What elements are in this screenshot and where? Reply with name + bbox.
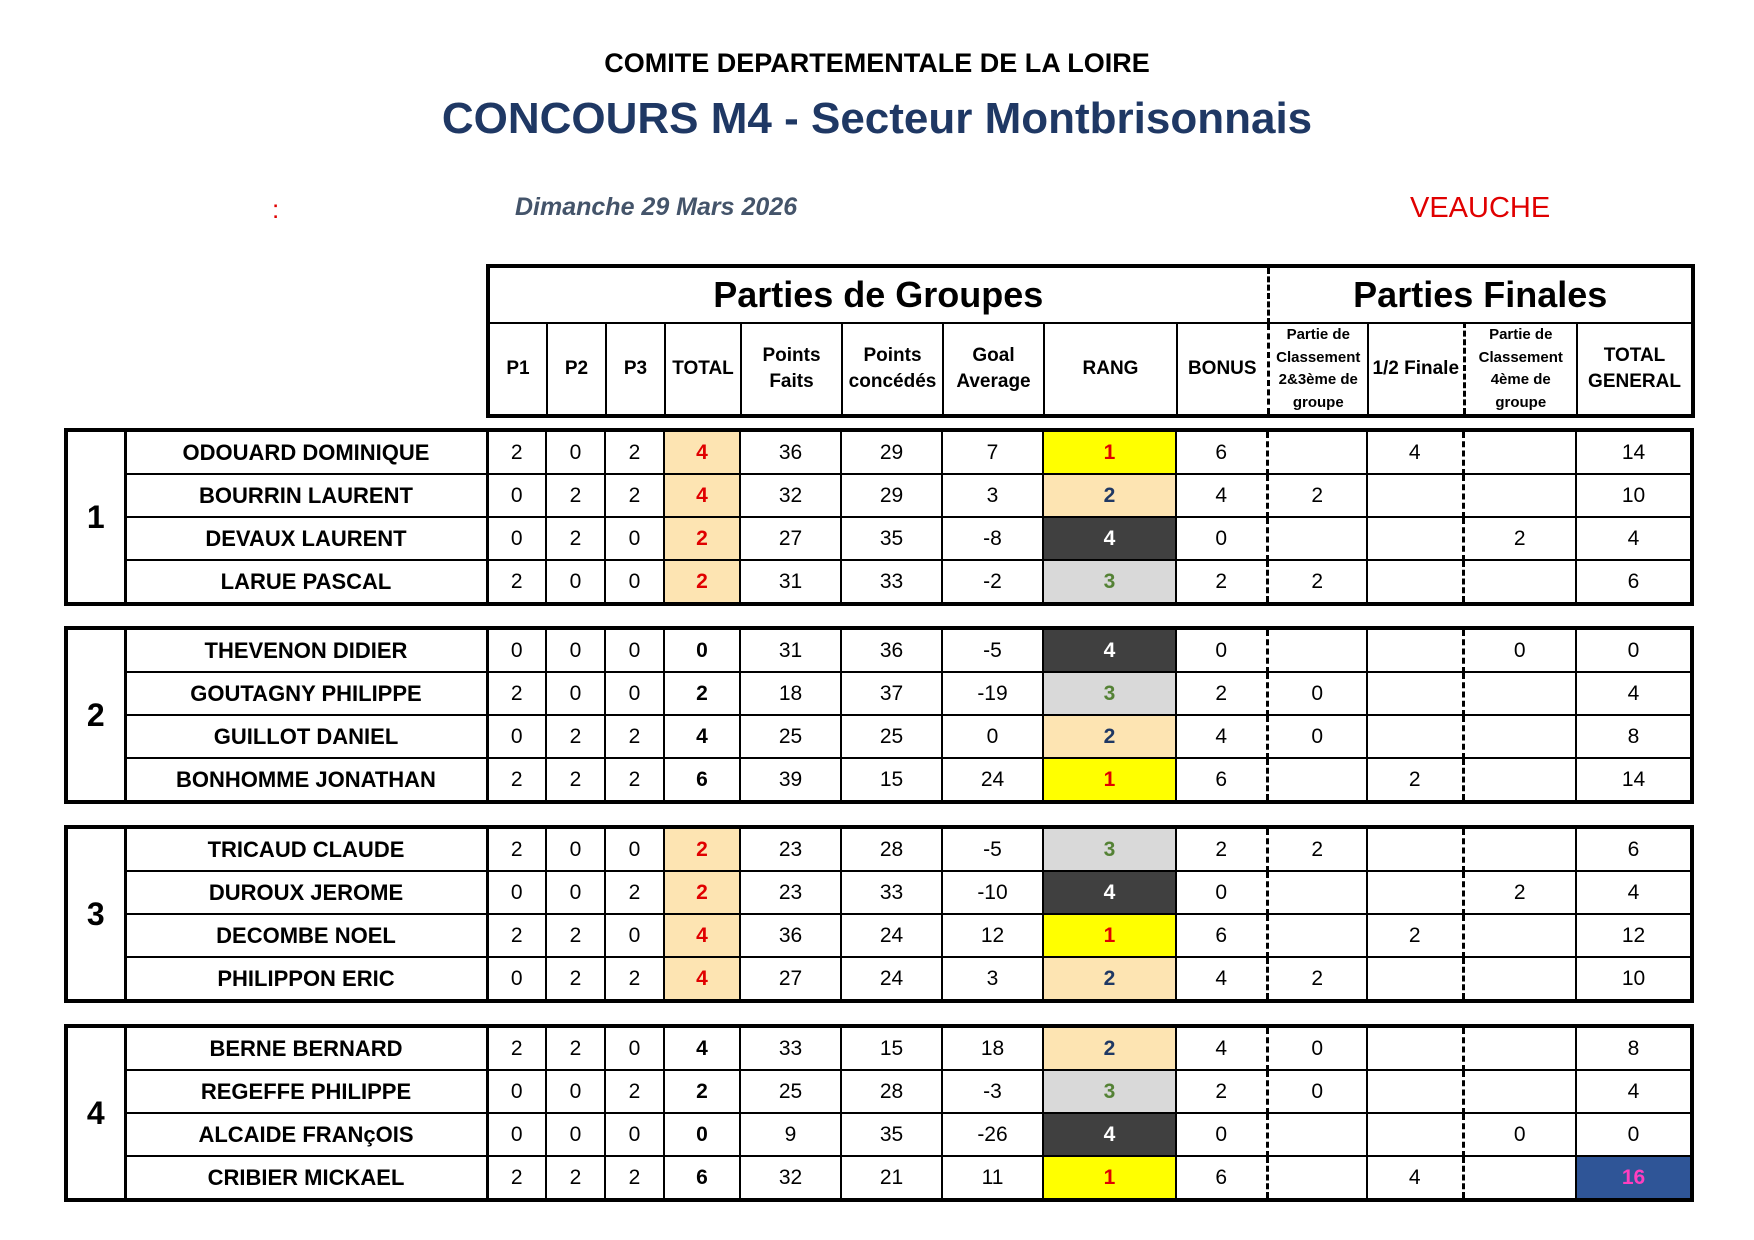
cell-bonus: 6 — [1176, 430, 1267, 474]
cell-rang: 4 — [1043, 871, 1176, 914]
cell-points-faits: 32 — [740, 474, 841, 517]
cell-p1: 0 — [487, 1113, 546, 1156]
cell-p3: 0 — [605, 1113, 664, 1156]
cell-classement-4 — [1463, 430, 1576, 474]
cell-goal-average: -3 — [942, 1070, 1043, 1113]
cell-p3: 2 — [605, 474, 664, 517]
cell-total-general: 0 — [1576, 628, 1692, 672]
cell-goal-average: 24 — [942, 758, 1043, 802]
cell-points-concedes: 24 — [841, 957, 942, 1001]
cell-bonus: 2 — [1176, 672, 1267, 715]
col-header-bonus: BONUS — [1177, 323, 1268, 416]
cell-p1: 0 — [487, 474, 546, 517]
cell-p3: 2 — [605, 758, 664, 802]
cell-rang: 3 — [1043, 1070, 1176, 1113]
cell-points-faits: 27 — [740, 517, 841, 560]
cell-classement-23 — [1267, 1156, 1367, 1200]
cell-points-concedes: 15 — [841, 758, 942, 802]
cell-p1: 2 — [487, 758, 546, 802]
cell-demi-finale — [1367, 560, 1463, 604]
cell-p3: 2 — [605, 871, 664, 914]
group-2-table — [64, 626, 1694, 804]
col-header-demi-finale: 1/2 Finale — [1368, 323, 1464, 416]
cell-demi-finale: 2 — [1367, 914, 1463, 957]
cell-points-concedes: 36 — [841, 628, 942, 672]
cell-total: 4 — [664, 715, 740, 758]
table-row — [66, 517, 1692, 560]
cell-bonus: 0 — [1176, 628, 1267, 672]
col-header-rang: RANG — [1044, 323, 1177, 416]
cell-p1: 2 — [487, 560, 546, 604]
group-number: 3 — [66, 827, 125, 1001]
table-row — [66, 1070, 1692, 1113]
cell-p3: 2 — [605, 1156, 664, 1200]
cell-p1: 2 — [487, 1026, 546, 1070]
cell-p2: 0 — [546, 430, 605, 474]
cell-bonus: 6 — [1176, 1156, 1267, 1200]
player-name: DECOMBE NOEL — [125, 914, 487, 957]
group-number: 4 — [66, 1026, 125, 1200]
cell-goal-average: -5 — [942, 827, 1043, 871]
cell-points-concedes: 29 — [841, 430, 942, 474]
table-row — [66, 672, 1692, 715]
cell-classement-23 — [1267, 517, 1367, 560]
col-header-total: TOTAL — [665, 323, 741, 416]
cell-points-faits: 9 — [740, 1113, 841, 1156]
cell-points-faits: 31 — [740, 560, 841, 604]
col-header-points-faits: Points Faits — [741, 323, 842, 416]
cell-bonus: 4 — [1176, 957, 1267, 1001]
cell-total: 2 — [664, 560, 740, 604]
section-final-games: Parties Finales — [1268, 266, 1693, 323]
group-4-table — [64, 1024, 1694, 1202]
cell-p2: 0 — [546, 628, 605, 672]
cell-demi-finale — [1367, 1026, 1463, 1070]
cell-classement-4: 2 — [1463, 517, 1576, 560]
cell-demi-finale — [1367, 672, 1463, 715]
location-colon: : — [272, 194, 280, 224]
cell-total-general: 4 — [1576, 871, 1692, 914]
cell-points-concedes: 28 — [841, 827, 942, 871]
cell-points-faits: 33 — [740, 1026, 841, 1070]
cell-classement-4 — [1463, 560, 1576, 604]
cell-rang: 3 — [1043, 672, 1176, 715]
cell-p1: 2 — [487, 914, 546, 957]
player-name: ODOUARD DOMINIQUE — [125, 430, 487, 474]
cell-classement-23: 2 — [1267, 474, 1367, 517]
cell-classement-23 — [1267, 871, 1367, 914]
cell-p3: 0 — [605, 517, 664, 560]
cell-points-faits: 25 — [740, 1070, 841, 1113]
table-row — [66, 560, 1692, 604]
cell-rang: 2 — [1043, 474, 1176, 517]
table-row — [66, 474, 1692, 517]
cell-total-general: 6 — [1576, 560, 1692, 604]
cell-points-concedes: 33 — [841, 871, 942, 914]
cell-rang: 2 — [1043, 957, 1176, 1001]
table-row — [66, 758, 1692, 802]
cell-total-general: 4 — [1576, 517, 1692, 560]
results-header — [486, 264, 1695, 418]
section-group-games: Parties de Groupes — [488, 266, 1268, 323]
cell-p3: 2 — [605, 715, 664, 758]
cell-bonus: 0 — [1176, 871, 1267, 914]
cell-total: 2 — [664, 672, 740, 715]
cell-classement-23 — [1267, 1113, 1367, 1156]
cell-classement-4 — [1463, 758, 1576, 802]
player-name: BOURRIN LAURENT — [125, 474, 487, 517]
cell-points-concedes: 37 — [841, 672, 942, 715]
cell-classement-23: 0 — [1267, 1070, 1367, 1113]
cell-points-faits: 18 — [740, 672, 841, 715]
col-header-goal-average: Goal Average — [943, 323, 1044, 416]
cell-goal-average: -8 — [942, 517, 1043, 560]
cell-classement-4: 2 — [1463, 871, 1576, 914]
cell-p1: 0 — [487, 628, 546, 672]
player-name: ALCAIDE FRANçOIS — [125, 1113, 487, 1156]
cell-demi-finale — [1367, 827, 1463, 871]
col-header-classement-2-3: Partie de Classement 2&3ème de groupe — [1268, 323, 1368, 416]
cell-classement-4 — [1463, 1070, 1576, 1113]
cell-bonus: 6 — [1176, 758, 1267, 802]
group-number: 1 — [66, 430, 125, 604]
cell-total-general: 6 — [1576, 827, 1692, 871]
cell-points-faits: 27 — [740, 957, 841, 1001]
cell-p2: 0 — [546, 827, 605, 871]
col-header-p2: P2 — [547, 323, 606, 416]
cell-p2: 2 — [546, 957, 605, 1001]
cell-classement-23: 0 — [1267, 1026, 1367, 1070]
cell-p1: 0 — [487, 715, 546, 758]
player-name: GOUTAGNY PHILIPPE — [125, 672, 487, 715]
cell-goal-average: 7 — [942, 430, 1043, 474]
cell-rang: 1 — [1043, 430, 1176, 474]
cell-classement-4 — [1463, 914, 1576, 957]
cell-total: 2 — [664, 1070, 740, 1113]
cell-total-general: 0 — [1576, 1113, 1692, 1156]
player-name: REGEFFE PHILIPPE — [125, 1070, 487, 1113]
cell-p3: 2 — [605, 430, 664, 474]
cell-p1: 2 — [487, 430, 546, 474]
table-row — [66, 914, 1692, 957]
cell-points-concedes: 24 — [841, 914, 942, 957]
cell-goal-average: 3 — [942, 957, 1043, 1001]
table-row — [66, 1113, 1692, 1156]
cell-rang: 4 — [1043, 628, 1176, 672]
cell-p2: 2 — [546, 758, 605, 802]
cell-points-concedes: 15 — [841, 1026, 942, 1070]
player-name: GUILLOT DANIEL — [125, 715, 487, 758]
cell-rang: 1 — [1043, 914, 1176, 957]
col-header-p1: P1 — [488, 323, 547, 416]
cell-p2: 2 — [546, 1026, 605, 1070]
cell-classement-23: 0 — [1267, 672, 1367, 715]
cell-classement-4 — [1463, 957, 1576, 1001]
player-name: BONHOMME JONATHAN — [125, 758, 487, 802]
col-header-classement-4: Partie de Classement 4ème de groupe — [1464, 323, 1577, 416]
cell-total-general: 12 — [1576, 914, 1692, 957]
cell-points-faits: 36 — [740, 430, 841, 474]
cell-p1: 0 — [487, 517, 546, 560]
table-row — [66, 957, 1692, 1001]
cell-classement-4 — [1463, 827, 1576, 871]
cell-bonus: 2 — [1176, 1070, 1267, 1113]
cell-rang: 1 — [1043, 758, 1176, 802]
player-name: DUROUX JEROME — [125, 871, 487, 914]
cell-classement-4 — [1463, 1026, 1576, 1070]
cell-bonus: 2 — [1176, 827, 1267, 871]
cell-total-general: 8 — [1576, 715, 1692, 758]
player-name: CRIBIER MICKAEL — [125, 1156, 487, 1200]
cell-p3: 0 — [605, 628, 664, 672]
cell-rang: 2 — [1043, 715, 1176, 758]
table-row — [66, 430, 1692, 474]
cell-goal-average: 18 — [942, 1026, 1043, 1070]
cell-total: 2 — [664, 871, 740, 914]
cell-demi-finale: 4 — [1367, 430, 1463, 474]
cell-p2: 2 — [546, 1156, 605, 1200]
cell-p1: 0 — [487, 1070, 546, 1113]
cell-classement-23: 2 — [1267, 957, 1367, 1001]
cell-bonus: 4 — [1176, 715, 1267, 758]
cell-total-general: 10 — [1576, 957, 1692, 1001]
cell-goal-average: 12 — [942, 914, 1043, 957]
cell-p3: 0 — [605, 914, 664, 957]
cell-classement-23 — [1267, 758, 1367, 802]
table-row — [66, 1156, 1692, 1200]
cell-total-general: 10 — [1576, 474, 1692, 517]
cell-classement-23 — [1267, 628, 1367, 672]
cell-rang: 3 — [1043, 560, 1176, 604]
cell-points-concedes: 35 — [841, 1113, 942, 1156]
col-header-p3: P3 — [606, 323, 665, 416]
cell-p3: 2 — [605, 1070, 664, 1113]
cell-goal-average: -10 — [942, 871, 1043, 914]
event-date: Dimanche 29 Mars 2026 — [515, 193, 798, 221]
cell-p1: 2 — [487, 672, 546, 715]
cell-bonus: 4 — [1176, 474, 1267, 517]
col-header-points-concedes: Points concédés — [842, 323, 943, 416]
player-name: THEVENON DIDIER — [125, 628, 487, 672]
cell-demi-finale — [1367, 1113, 1463, 1156]
cell-points-concedes: 29 — [841, 474, 942, 517]
cell-rang: 4 — [1043, 517, 1176, 560]
cell-goal-average: -5 — [942, 628, 1043, 672]
cell-p2: 2 — [546, 914, 605, 957]
cell-goal-average: -26 — [942, 1113, 1043, 1156]
cell-p2: 0 — [546, 1113, 605, 1156]
cell-demi-finale — [1367, 628, 1463, 672]
cell-classement-4 — [1463, 1156, 1576, 1200]
cell-total: 4 — [664, 430, 740, 474]
cell-p3: 0 — [605, 672, 664, 715]
organization-title: COMITE DEPARTEMENTALE DE LA LOIRE — [604, 48, 1150, 78]
cell-classement-23: 0 — [1267, 715, 1367, 758]
cell-bonus: 0 — [1176, 517, 1267, 560]
cell-demi-finale — [1367, 715, 1463, 758]
player-name: TRICAUD CLAUDE — [125, 827, 487, 871]
player-name: LARUE PASCAL — [125, 560, 487, 604]
cell-bonus: 6 — [1176, 914, 1267, 957]
cell-classement-4 — [1463, 474, 1576, 517]
group-3-table — [64, 825, 1694, 1003]
cell-points-concedes: 33 — [841, 560, 942, 604]
cell-total-general: 14 — [1576, 758, 1692, 802]
table-row — [66, 715, 1692, 758]
cell-total: 2 — [664, 827, 740, 871]
cell-classement-4 — [1463, 715, 1576, 758]
cell-p1: 0 — [487, 871, 546, 914]
cell-classement-4: 0 — [1463, 628, 1576, 672]
cell-points-faits: 36 — [740, 914, 841, 957]
cell-demi-finale — [1367, 871, 1463, 914]
cell-points-concedes: 35 — [841, 517, 942, 560]
cell-total: 4 — [664, 914, 740, 957]
cell-total: 0 — [664, 1113, 740, 1156]
cell-p1: 2 — [487, 827, 546, 871]
cell-p2: 0 — [546, 672, 605, 715]
cell-bonus: 0 — [1176, 1113, 1267, 1156]
cell-classement-23 — [1267, 430, 1367, 474]
cell-demi-finale — [1367, 1070, 1463, 1113]
cell-classement-23 — [1267, 914, 1367, 957]
cell-p2: 0 — [546, 560, 605, 604]
table-row — [66, 628, 1692, 672]
cell-classement-23: 2 — [1267, 560, 1367, 604]
col-header-total-general: TOTAL GENERAL — [1577, 323, 1693, 416]
cell-p2: 2 — [546, 715, 605, 758]
cell-points-faits: 23 — [740, 871, 841, 914]
cell-total: 2 — [664, 517, 740, 560]
cell-p1: 0 — [487, 957, 546, 1001]
cell-points-faits: 25 — [740, 715, 841, 758]
cell-p3: 0 — [605, 560, 664, 604]
cell-rang: 2 — [1043, 1026, 1176, 1070]
cell-points-faits: 32 — [740, 1156, 841, 1200]
cell-classement-4: 0 — [1463, 1113, 1576, 1156]
cell-p2: 2 — [546, 474, 605, 517]
cell-goal-average: -2 — [942, 560, 1043, 604]
cell-points-faits: 31 — [740, 628, 841, 672]
cell-total-general: 4 — [1576, 1070, 1692, 1113]
player-name: DEVAUX LAURENT — [125, 517, 487, 560]
cell-p2: 2 — [546, 517, 605, 560]
cell-demi-finale — [1367, 957, 1463, 1001]
cell-demi-finale: 2 — [1367, 758, 1463, 802]
cell-total: 4 — [664, 957, 740, 1001]
cell-demi-finale: 4 — [1367, 1156, 1463, 1200]
cell-total-general: 14 — [1576, 430, 1692, 474]
cell-classement-4 — [1463, 672, 1576, 715]
cell-p2: 0 — [546, 871, 605, 914]
table-row — [66, 827, 1692, 871]
cell-p2: 0 — [546, 1070, 605, 1113]
cell-bonus: 4 — [1176, 1026, 1267, 1070]
group-number: 2 — [66, 628, 125, 802]
table-row — [66, 1026, 1692, 1070]
table-row — [66, 871, 1692, 914]
cell-classement-23: 2 — [1267, 827, 1367, 871]
cell-goal-average: 11 — [942, 1156, 1043, 1200]
group-1-table — [64, 428, 1694, 606]
cell-points-faits: 23 — [740, 827, 841, 871]
cell-p1: 2 — [487, 1156, 546, 1200]
cell-demi-finale — [1367, 474, 1463, 517]
player-name: BERNE BERNARD — [125, 1026, 487, 1070]
cell-total-general: 4 — [1576, 672, 1692, 715]
competition-title: CONCOURS M4 - Secteur Montbrisonnais — [441, 94, 1313, 143]
cell-goal-average: 0 — [942, 715, 1043, 758]
cell-p3: 0 — [605, 827, 664, 871]
cell-total: 4 — [664, 1026, 740, 1070]
cell-p3: 0 — [605, 1026, 664, 1070]
cell-total-general: 8 — [1576, 1026, 1692, 1070]
cell-demi-finale — [1367, 517, 1463, 560]
cell-points-concedes: 21 — [841, 1156, 942, 1200]
cell-points-faits: 39 — [740, 758, 841, 802]
cell-total: 0 — [664, 628, 740, 672]
event-venue: VEAUCHE — [1410, 192, 1551, 224]
cell-p3: 2 — [605, 957, 664, 1001]
cell-points-concedes: 25 — [841, 715, 942, 758]
cell-bonus: 2 — [1176, 560, 1267, 604]
cell-goal-average: 3 — [942, 474, 1043, 517]
cell-rang: 4 — [1043, 1113, 1176, 1156]
cell-total-general: 16 — [1576, 1156, 1692, 1200]
cell-total: 6 — [664, 758, 740, 802]
cell-total: 4 — [664, 474, 740, 517]
cell-total: 6 — [664, 1156, 740, 1200]
cell-rang: 3 — [1043, 827, 1176, 871]
player-name: PHILIPPON ERIC — [125, 957, 487, 1001]
cell-goal-average: -19 — [942, 672, 1043, 715]
cell-rang: 1 — [1043, 1156, 1176, 1200]
cell-points-concedes: 28 — [841, 1070, 942, 1113]
